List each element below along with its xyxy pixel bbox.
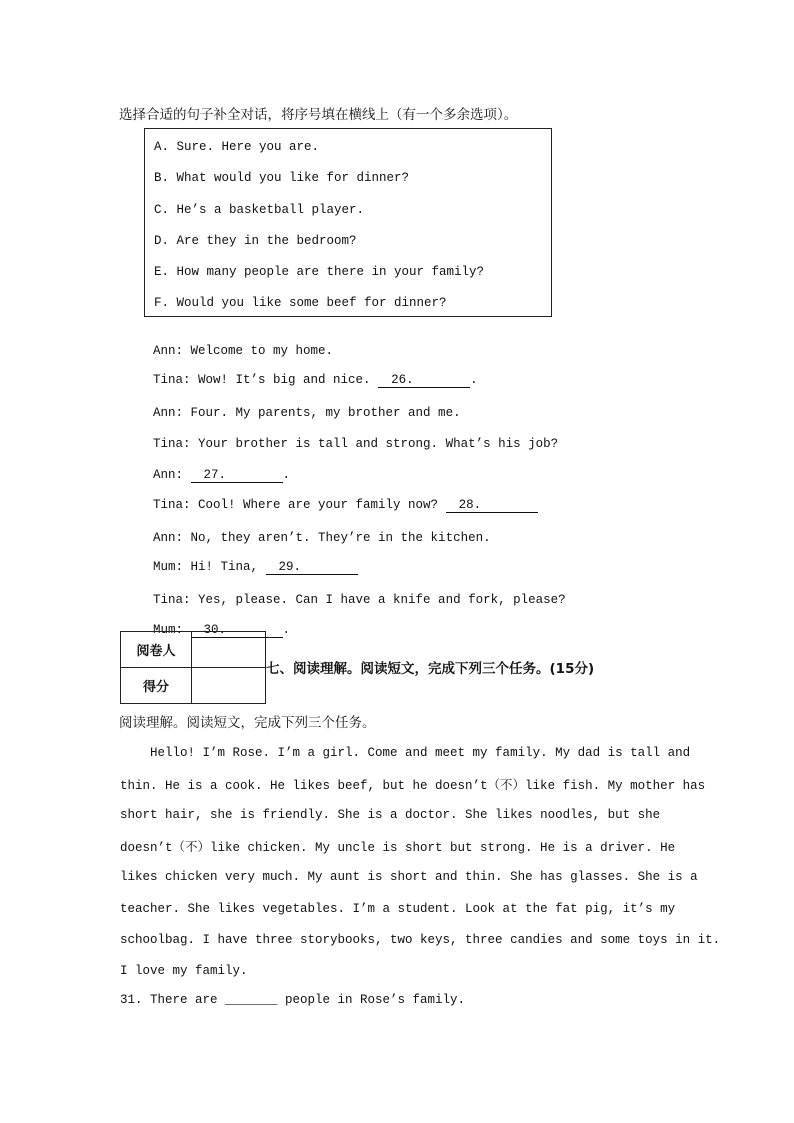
question-31: 31. There are _______ people in Rose’s family. [120, 993, 466, 1007]
score-label: 得分 [121, 668, 192, 704]
dialogue-punctuation: . [282, 468, 291, 482]
reviewer-cell[interactable] [192, 632, 266, 668]
passage-line: I love my family. [120, 964, 248, 978]
reading-intro: 阅读理解。阅读短文，完成下列三个任务。 [119, 715, 376, 731]
dialogue-text: Ann: Welcome to my home. [153, 344, 334, 358]
passage-line: likes chicken very much. My aunt is short and thin. She has glasses. She is a [120, 870, 698, 884]
dialogue-line-8 [138, 546, 358, 575]
dialogue-line-6 [138, 484, 538, 513]
dialogue-text: Tina: Your brother is tall and strong. What’s his job? [153, 437, 559, 451]
passage-line: thin. He is a cook. He likes beef, but he doesn’t（不）like fish. My mother has [120, 779, 706, 793]
dialogue-text: Tina: Wow! It’s big and nice. [153, 373, 379, 387]
dialogue-line-5 [138, 454, 290, 483]
dialogue-text: Ann: No, they aren’t. They’re in the kitchen. [153, 531, 491, 545]
score-table [120, 631, 266, 704]
dialogue-line-1 [138, 330, 333, 358]
dialogue-text: Tina: Cool! Where are your family now? [153, 498, 446, 512]
answer-blank-27[interactable]: 27. [191, 468, 283, 483]
section-title: 七、阅读理解。阅读短文，完成下列三个任务。(15分) [266, 661, 595, 677]
dialogue-text: Mum: Hi! Tina, [153, 560, 266, 574]
passage-line: schoolbag. I have three storybooks, two keys, three candies and some toys in it. [120, 933, 721, 947]
dialogue-punctuation: . [470, 373, 478, 387]
reviewer-label: 阅卷人 [121, 632, 192, 668]
option-c: C. He’s a basketball player. [154, 203, 365, 217]
dialogue-line-7 [138, 517, 491, 545]
dialogue-line-3 [138, 392, 461, 420]
options-box [144, 128, 552, 317]
passage-line: doesn’t（不）like chicken. My uncle is short but strong. He is a driver. He [120, 841, 676, 855]
dialogue-line-4 [138, 423, 558, 451]
dialogue-line-2 [138, 359, 478, 388]
answer-blank-30[interactable]: 30. [191, 623, 283, 638]
dialogue-text: Ann: [153, 468, 191, 482]
score-cell[interactable] [192, 668, 266, 704]
dialogue-text: Mum: [153, 623, 191, 637]
dialogue-line-9 [138, 579, 566, 607]
dialogue-punctuation: . [282, 623, 291, 637]
dialogue-text: Ann: Four. My parents, my brother and me. [153, 406, 461, 420]
passage-line: teacher. She likes vegetables. I’m a student. Look at the fat pig, it’s my [120, 902, 676, 916]
passage-line: short hair, she is friendly. She is a doctor. She likes noodles, but she [120, 808, 661, 822]
answer-blank-29[interactable]: 29. [266, 560, 358, 575]
answer-blank-28[interactable]: 28. [446, 498, 538, 513]
option-e: E. How many people are there in your family? [154, 265, 485, 279]
passage-line: Hello! I’m Rose. I’m a girl. Come and meet my family. My dad is tall and [120, 746, 691, 760]
option-d: D. Are they in the bedroom? [154, 234, 357, 248]
dialogue-text: Tina: Yes, please. Can I have a knife and fork, please? [153, 593, 566, 607]
option-b: B. What would you like for dinner? [154, 171, 410, 185]
option-a: A. Sure. Here you are. [154, 140, 320, 154]
option-f: F. Would you like some beef for dinner? [154, 296, 447, 310]
instruction-text: 选择合适的句子补全对话，将序号填在横线上（有一个多余选项）。 [119, 107, 518, 123]
answer-blank-26[interactable]: 26. [378, 373, 470, 388]
